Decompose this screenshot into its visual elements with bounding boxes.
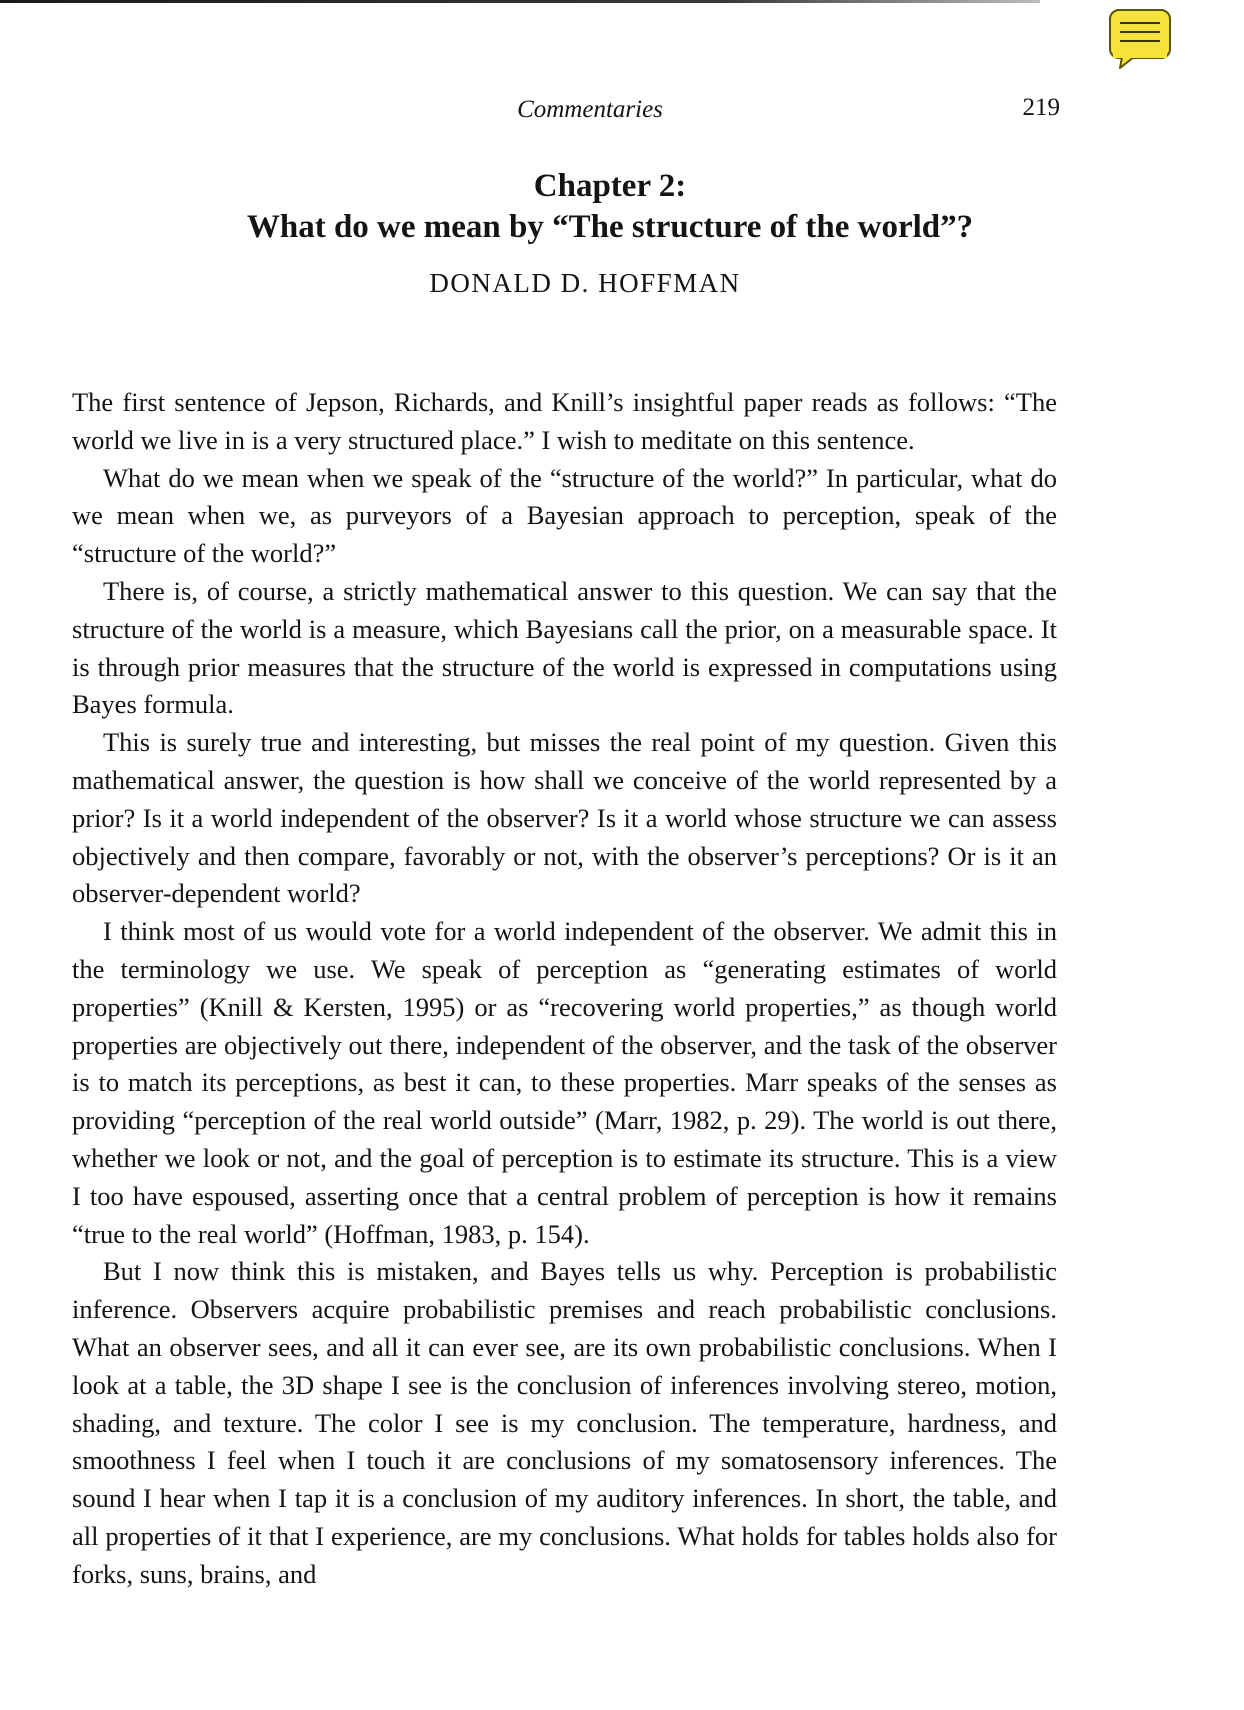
paragraph: But I now think this is mistaken, and Bayes tells us why. Perception is probabilistic inference. Observers acquire probabilistic premises and reach probabilistic conclusions. What an observer sees, and all it can ever see, are its own probabilistic conclusions. When I look at a table, the 3D shape I see is the conclusion of inferences involving stereo, motion, shading, and texture. The color I see is my conclusion. The temperature, hardness, and smoothness I feel when I touch it are conclusions of my somatosensory inferences. The sound I hear when I tap it is a conclusion of my auditory inferences. In short, the table, and all properties of it that I experience, are my conclusions. What holds for tables holds also for forks, suns, brains, and	[72, 1256, 1057, 1589]
paragraph: What do we mean when we speak of the “structure of the world?” In particular, what do we mean when we, as purveyors of a Bayesian approach to perception, speak of the “structure of the world?”	[72, 462, 1057, 569]
author-name: DONALD D. HOFFMAN	[429, 268, 741, 298]
page-top-edge-rule	[0, 0, 1040, 3]
article-body	[72, 384, 1057, 1594]
paragraph: There is, of course, a strictly mathematical answer to this question. We can say that the structure of the world is a measure, which Bayesians call the prior, on a measurable space. It is through prior measures that the structure of the world is expressed in computations using Bayes formula.	[72, 575, 1057, 720]
page-number: 219	[1022, 94, 1060, 121]
chapter-title-line1: Chapter 2:	[533, 168, 687, 204]
paragraph: This is surely true and interesting, but misses the real point of my question. Given this mathematical answer, the question is how shall we conceive of the world represented by a prior? Is it a world independent of the observer? Is it a world whose structure we can assess objectively and then compare, favorably or not, with the observer’s perceptions? Or is it an observer-dependent world?	[72, 727, 1057, 909]
comment-note-icon[interactable]	[1108, 8, 1172, 70]
chapter-title	[110, 166, 1110, 248]
paragraph: I think most of us would vote for a world independent of the observer. We admit this in the terminology we use. We speak of perception as “generating estimates of world properties” (Knill & Kersten, 1995) or as “recovering world properties,” as though world properties are objectively out there, independent of the observer, and the task of the observer is to match its perceptions, as best it can, to these properties. Marr speaks of the senses as providing “perception of the real world outside” (Marr, 1982, p. 29). The world is out there, whether we look or not, and the goal of perception is to estimate its structure. This is a view I too have espoused, asserting once that a central problem of perception is how it remains “true to the real world” (Hoffman, 1983, p. 154).	[72, 916, 1057, 1249]
running-title: Commentaries	[517, 96, 663, 123]
chapter-title-line2: What do we mean by “The structure of the world”?	[246, 209, 974, 245]
paragraph: The first sentence of Jepson, Richards, and Knill’s insightful paper reads as follows: “The world we live in is a very structured place.” I wish to meditate on this sentence.	[72, 387, 1057, 455]
